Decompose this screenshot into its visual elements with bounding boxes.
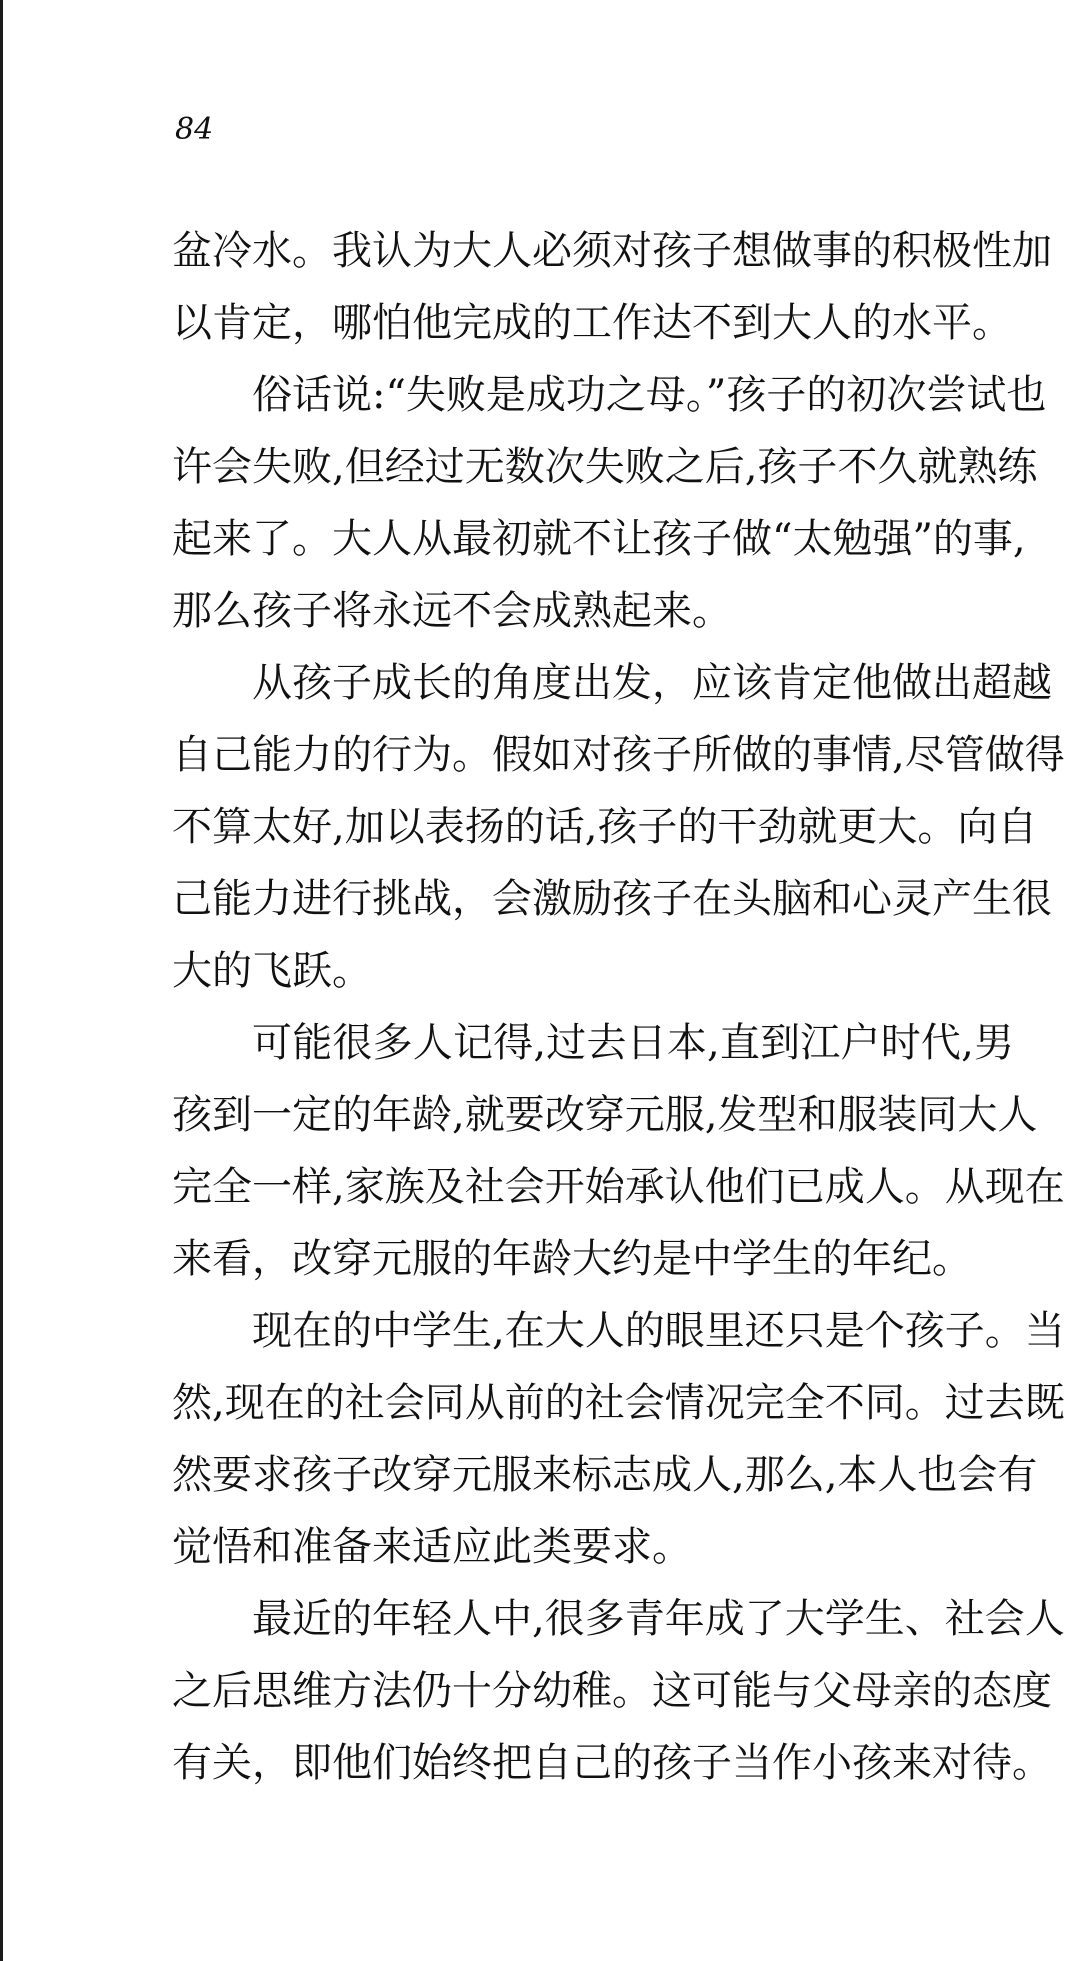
text-line: 有关，即他们始终把自己的孩子当作小孩来对待。 bbox=[172, 1740, 1052, 1786]
text-line: 然,现在的社会同从前的社会情况完全不同。过去既 bbox=[172, 1380, 1065, 1426]
text-line: 自己能力的行为。假如对孩子所做的事情,尽管做得 bbox=[172, 732, 1065, 778]
text-line: 盆冷水。我认为大人必须对孩子想做事的积极性加 bbox=[172, 228, 1052, 274]
text-line: 从孩子成长的角度出发，应该肯定他做出超越 bbox=[252, 660, 1052, 706]
text-line: 然要求孩子改穿元服来标志成人,那么,本人也会有 bbox=[172, 1452, 1038, 1498]
text-line: 现在的中学生,在大人的眼里还只是个孩子。当 bbox=[252, 1308, 1065, 1354]
text-line: 最近的年轻人中,很多青年成了大学生、社会人 bbox=[252, 1596, 1065, 1642]
text-line: 可能很多人记得,过去日本,直到江户时代,男 bbox=[252, 1020, 1014, 1066]
text-line: 那么孩子将永远不会成熟起来。 bbox=[172, 588, 732, 634]
text-line: 以肯定，哪怕他完成的工作达不到大人的水平。 bbox=[172, 300, 1012, 346]
text-line: 来看，改穿元服的年龄大约是中学生的年纪。 bbox=[172, 1236, 972, 1282]
body-text bbox=[172, 215, 1065, 1799]
text-line: 觉悟和准备来适应此类要求。 bbox=[172, 1524, 692, 1570]
text-line: 大的飞跃。 bbox=[172, 948, 372, 994]
text-line: 俗话说:“失败是成功之母。”孩子的初次尝试也 bbox=[252, 372, 1047, 418]
text-line: 许会失败,但经过无数次失败之后,孩子不久就熟练 bbox=[172, 444, 1038, 490]
text-line: 己能力进行挑战，会激励孩子在头脑和心灵产生很 bbox=[172, 876, 1052, 922]
page-number: 84 bbox=[175, 112, 214, 147]
page-left-border bbox=[0, 0, 3, 1961]
text-line: 起来了。大人从最初就不让孩子做“太勉强”的事, bbox=[172, 516, 1026, 562]
text-line: 之后思维方法仍十分幼稚。这可能与父母亲的态度 bbox=[172, 1668, 1052, 1714]
text-line: 不算太好,加以表扬的话,孩子的干劲就更大。向自 bbox=[172, 804, 1038, 850]
text-line: 孩到一定的年龄,就要改穿元服,发型和服装同大人 bbox=[172, 1092, 1038, 1138]
text-line: 完全一样,家族及社会开始承认他们已成人。从现在 bbox=[172, 1164, 1065, 1210]
